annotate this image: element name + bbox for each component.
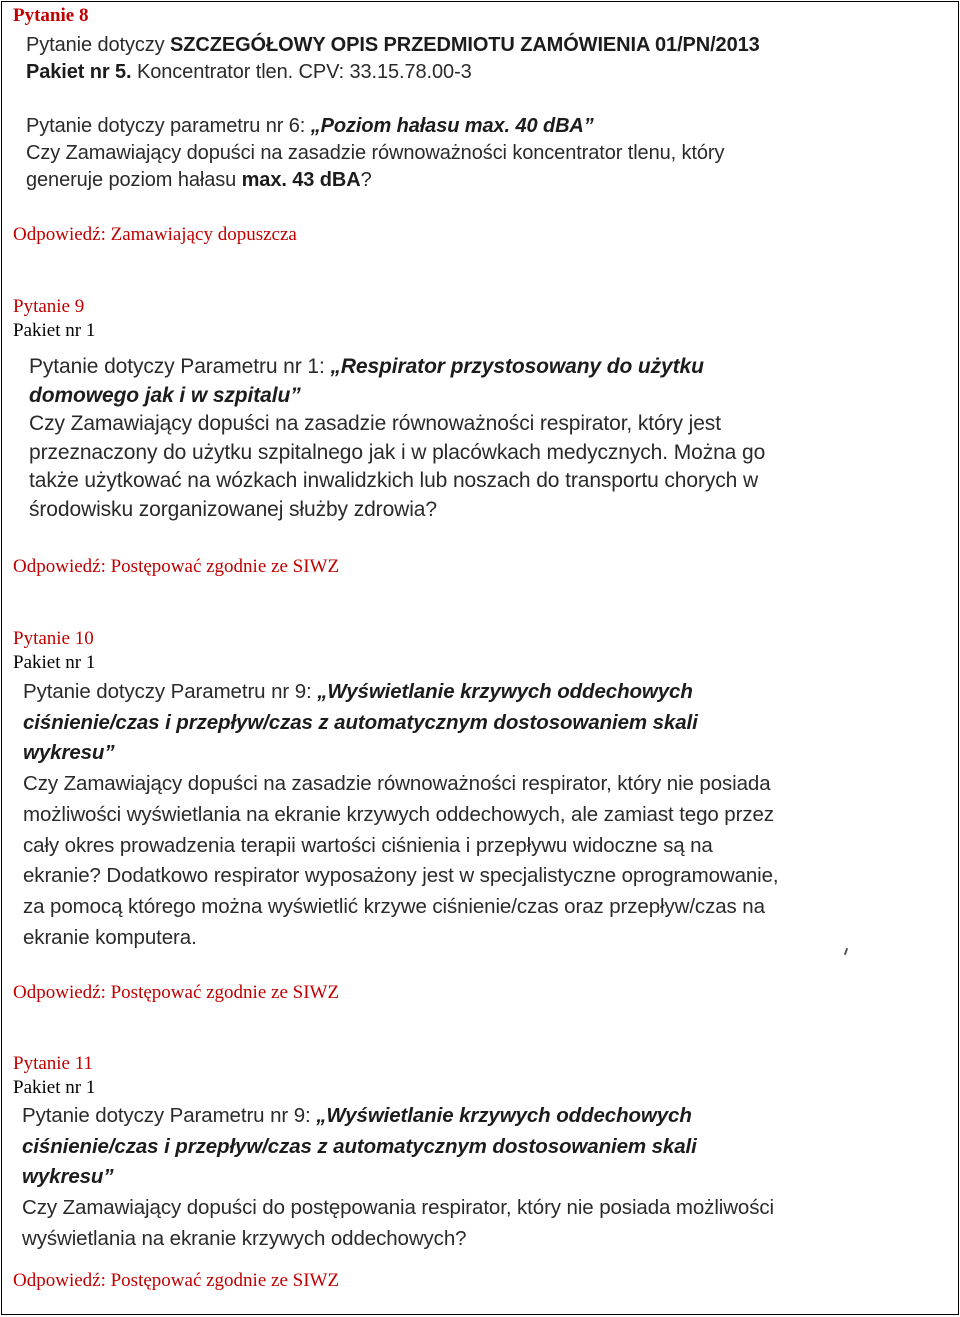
question-line: Czy Zamawiający dopuści na zasadzie równoważności respirator, który jest [29,412,721,435]
document-page [1,1,959,1315]
question-10-heading: Pytanie 10 [13,628,94,649]
question-9-heading: Pytanie 9 [13,296,85,317]
question-10-package: Pakiet nr 1 [13,652,96,673]
question-11-answer: Odpowiedź: Postępować zgodnie ze SIWZ [13,1270,340,1291]
question-line: ekranie komputera. [23,925,197,949]
question-line: Czy Zamawiający dopuści do postępowania respirator, który nie posiada możliwości [22,1196,774,1220]
question-line: przeznaczony do użytku szpitalnego jak i w placówkach medycznych. Można go [29,440,766,464]
question-line: Pytanie dotyczy Parametru nr 9: „Wyświetlanie krzywych oddechowych [22,1104,692,1127]
question-line: także użytkować na wózkach inwalidzkich lub noszach do transportu chorych w [29,469,759,492]
question-9-package: Pakiet nr 1 [13,320,96,341]
question-line: ciśnienie/czas i przepływ/czas z automatycznym dostosowaniem skali [22,1134,697,1158]
question-line: za pomocą którego można wyświetlić krzywe ciśnienie/czas oraz przepływ/czas na [23,894,765,918]
question-line: wykresu” [23,741,115,765]
question-line: Czy Zamawiający dopuści na zasadzie równoważności respirator, który nie posiada [23,772,771,796]
question-11-package: Pakiet nr 1 [13,1077,96,1098]
question-10-answer: Odpowiedź: Postępować zgodnie ze SIWZ [13,982,340,1003]
question-line: domowego jak i w szpitalu” [29,383,301,407]
question-line: Pytanie dotyczy parametru nr 6: „Poziom hałasu max. 40 dBA” [26,115,594,137]
question-line: Pytanie dotyczy SZCZEGÓŁOWY OPIS PRZEDMIOTU ZAMÓWIENIA 01/PN/2013 [26,34,760,56]
question-9-scan [29,353,765,524]
question-line: generuje poziom hałasu max. 43 dBA? [26,169,372,191]
question-11-scan [22,1101,774,1255]
question-line: wyświetlania na ekranie krzywych oddechowych? [22,1226,467,1250]
question-8-answer: Odpowiedź: Zamawiający dopuszcza [13,224,297,245]
question-line: Pytanie dotyczy Parametru nr 1: „Respirator przystosowany do użytku [29,355,704,378]
question-line: Pakiet nr 5. Koncentrator tlen. CPV: 33.15.78.00-3 [26,61,472,83]
question-8-heading: Pytanie 8 [13,5,89,26]
question-11-heading: Pytanie 11 [13,1053,94,1074]
question-line: ciśnienie/czas i przepływ/czas z automatycznym dostosowaniem skali [23,710,698,734]
question-9-answer: Odpowiedź: Postępować zgodnie ze SIWZ [13,556,340,577]
question-10-scan [23,677,779,953]
scan-artifact-mark [844,948,848,955]
question-line: ekranie? Dodatkowo respirator wyposażony jest w specjalistyczne oprogramowanie, [23,864,779,888]
question-line: Czy Zamawiający dopuści na zasadzie równoważności koncentrator tlenu, który [26,142,725,164]
question-line: środowisku zorganizowanej służby zdrowia? [29,497,437,521]
question-line: Pytanie dotyczy Parametru nr 9: „Wyświetlanie krzywych oddechowych [23,680,693,703]
question-line: cały okres prowadzenia terapii wartości ciśnienia i przepływu widoczne są na [23,833,713,857]
question-line: wykresu” [22,1165,114,1189]
question-8-scan [26,32,760,194]
question-line: możliwości wyświetlania na ekranie krzywych oddechowych, ale zamiast tego przez [23,802,774,826]
